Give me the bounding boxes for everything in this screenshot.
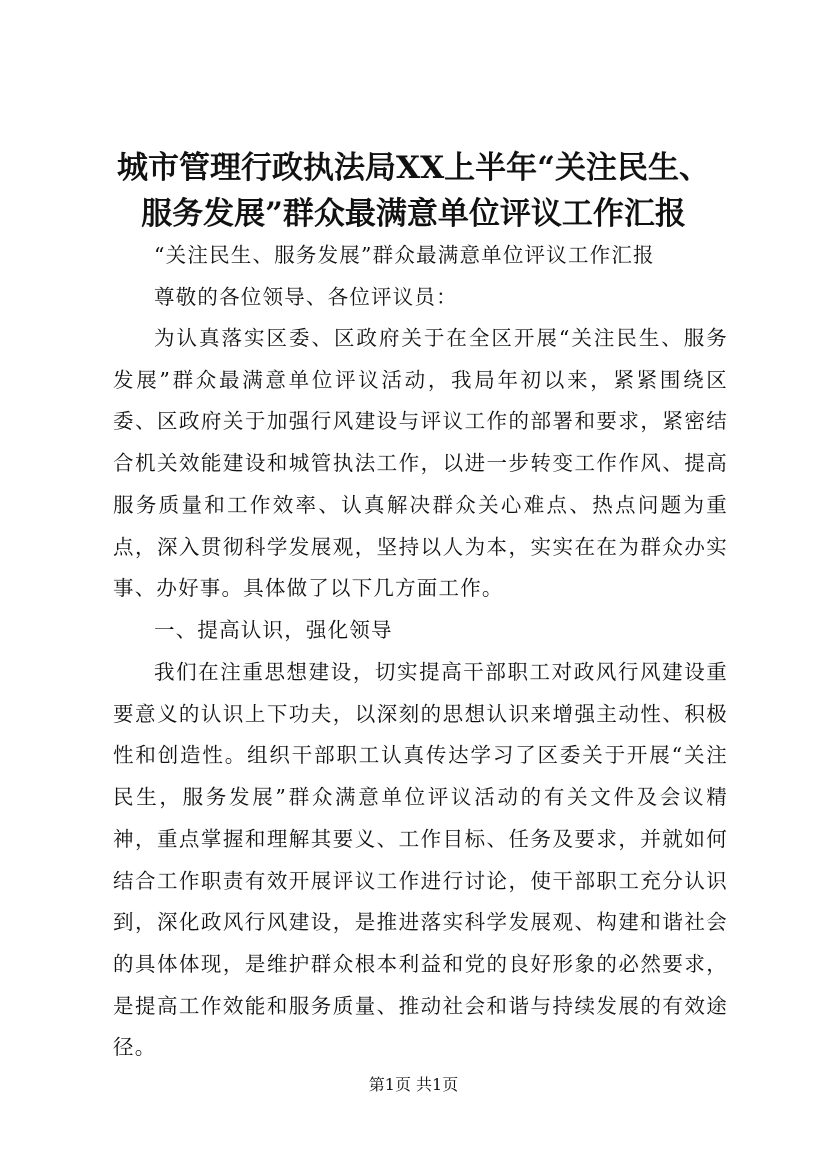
- paragraph-intro: 为认真落实区委、区政府关于在全区开展“关注民生、服务发展”群众最满意单位评议活动，我局年初以来，紧紧围绕区委、区政府关于加强行风建设与评议工作的部署和要求，紧密结合机关效能建设和城管执法工作，以进一步转变工作作风、提高服务质量和工作效率、认真解决群众关心难点、热点问题为重点，深入贯彻科学发展观，坚持以人为本，实实在在为群众办实事、办好事。具体做了以下几方面工作。: [113, 326, 728, 601]
- document-title-line1: 城市管理行政执法局XX上半年“关注民生、: [117, 150, 710, 186]
- salutation: 尊敬的各位领导、各位评议员：: [154, 285, 458, 309]
- page-number-footer: 第1页 共1页: [368, 1075, 459, 1094]
- section-heading-1: 一、提高认识，强化领导: [154, 618, 393, 642]
- document-subtitle: “关注民生、服务发展”群众最满意单位评议工作汇报: [154, 243, 655, 267]
- paragraph-section-1: 我们在注重思想建设，切实提高干部职工对政风行风建设重要意义的认识上下功夫，以深刻的思想认识来增强主动性、积极性和创造性。组织干部职工认真传达学习了区委关于开展“关注民生，服务发展”群众满意单位评议活动的有关文件及会议精神，重点掌握和理解其要义、工作目标、任务及要求，并就如何结合工作职责有效开展评议工作进行讨论，使干部职工充分认识到，深化政风行风建设，是推进落实科学发展观、构建和谐社会的具体体现，是维护群众根本利益和党的良好形象的必然要求，是提高工作效能和服务质量、推动社会和谐与持续发展的有效途径。: [113, 660, 728, 1060]
- document-title-line2: 服务发展”群众最满意单位评议工作汇报: [141, 196, 686, 232]
